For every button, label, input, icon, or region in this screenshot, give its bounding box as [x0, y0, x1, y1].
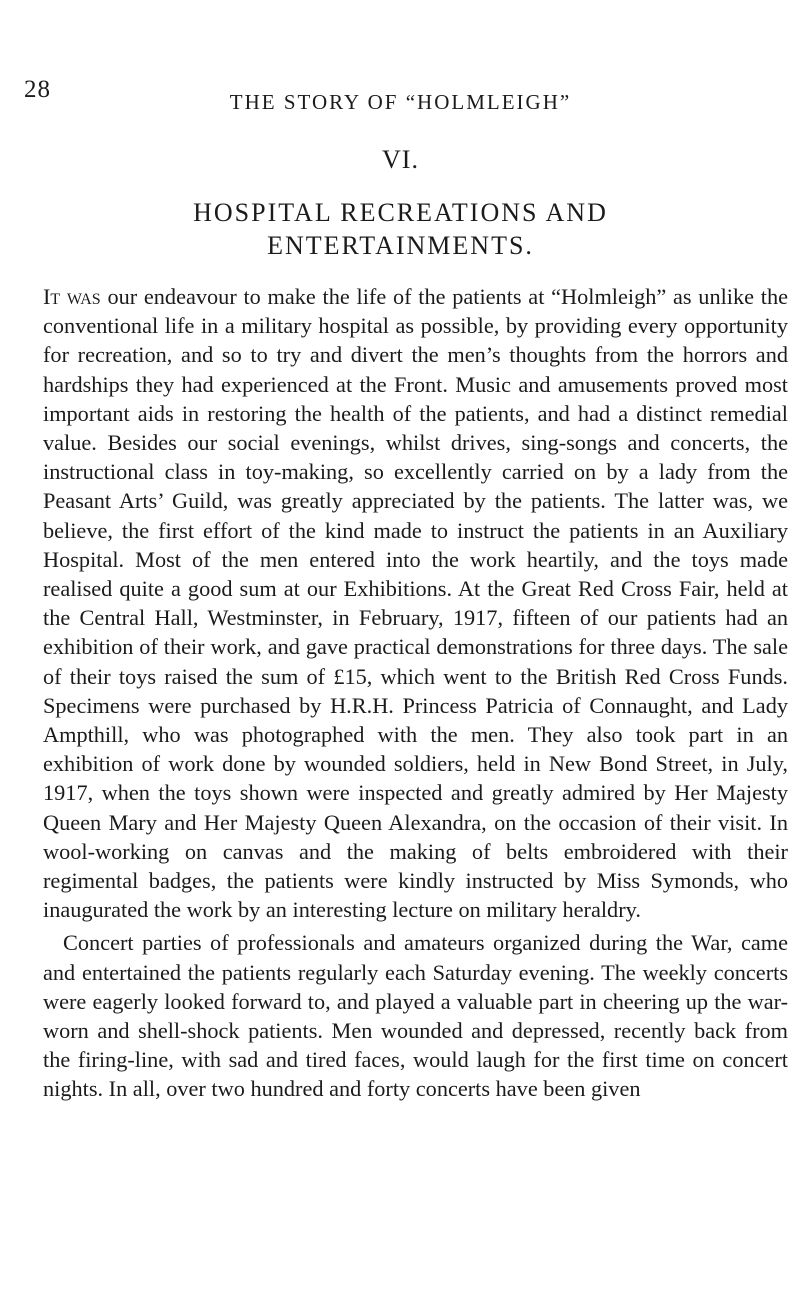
paragraph-2: Concert parties of professionals and amateurs organized during the War, came and entertained the patients regularly each Saturday evening. The weekly concerts were eagerly looked forward to, and played a valuable part in cheering up the war-worn and shell-shock patients. Men wounded and depressed, recently back from the firing-line, with sad and tired faces, would laugh for the first time on concert nights. In all, over two hundred and forty concerts have been given	[43, 930, 788, 1102]
chapter-number: VI.	[382, 145, 419, 174]
chapter-title	[0, 196, 801, 262]
paragraph-1-lead: It was	[43, 284, 101, 309]
body-text	[43, 282, 788, 1104]
paragraph-1	[43, 282, 788, 924]
chapter-title-line-1: HOSPITAL RECREATIONS AND	[193, 198, 608, 227]
page-number: 28	[24, 76, 51, 103]
paragraph-1-text: our endeavour to make the life of the patients at “Holmleigh” as unlike the conventional life in a military hospital as possible, by providing every opportunity for recreation, and so to try and divert the men’s thoughts from the horrors and hardships they had experienced at the Front. Music and amusements proved most important aids in restoring the health of the patients, and had a distinct remedial value. Besides our social evenings, whilst drives, sing-songs and concerts, the instructional class in toy-making, so excellently carried on by a lady from the Peasant Arts’ Guild, was greatly appreciated by the patients. The latter was, we believe, the first effort of the kind made to instruct the patients in an Auxiliary Hospital. Most of the men entered into the work heartily, and the toys made realised quite a good sum at our Exhibitions. At the Great Red Cross Fair, held at the Central Hall, Westminster, in February, 1917, fifteen of our patients had an exhibition of their work, and gave practical demonstrations for three days. The sale of their toys raised the sum of £15, which went to the British Red Cross Funds. Specimens were purchased by H.R.H. Princess Patricia of Connaught, and Lady Ampthill, who was photographed with the men. They also took part in an exhibition of work done by wounded soldiers, held in New Bond Street, in July, 1917, when the toys shown were inspected and greatly admired by Her Majesty Queen Mary and Her Majesty Queen Alexandra, on the occasion of their visit. In wool-working on canvas and the making of belts embroidered with their regimental badges, the patients were kindly instructed by Miss Symonds, who inaugurated the work by an interesting lecture on military heraldry.	[43, 284, 788, 923]
chapter-title-line-2: ENTERTAINMENTS.	[267, 231, 534, 260]
running-head: THE STORY OF “HOLMLEIGH”	[229, 90, 572, 114]
